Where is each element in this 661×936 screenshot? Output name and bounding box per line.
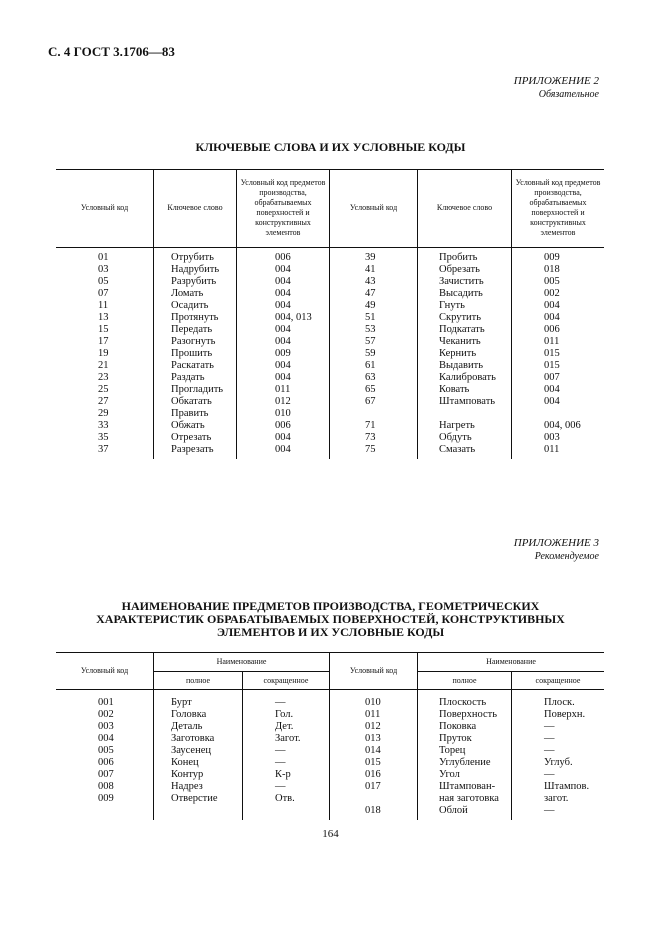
table-cell: Смазать <box>439 444 476 455</box>
header2-short-left: сокращенное <box>263 675 309 685</box>
table-cell: Конец <box>171 757 199 768</box>
table-cell: 11 <box>98 300 109 311</box>
table-cell: — <box>275 745 286 756</box>
table-cell: Прошить <box>171 348 213 359</box>
left2-full-column <box>171 697 218 805</box>
table-cell: 35 <box>98 432 109 443</box>
table-cell: 41 <box>365 264 376 275</box>
table-cell: 004 <box>275 264 291 275</box>
table-cell: Скрутить <box>439 312 482 323</box>
table-cell: 006 <box>275 420 291 431</box>
table-cell: 75 <box>365 444 376 455</box>
table-cell: 011 <box>544 336 560 347</box>
table-cell: Отрубить <box>171 252 214 263</box>
table-cell: 006 <box>544 324 560 335</box>
table-cell: 004 <box>275 276 291 287</box>
table-cell: Штампован- <box>439 781 496 792</box>
table-2-title-line-2: ХАРАКТЕРИСТИК ОБРАБАТЫВАЕМЫХ ПОВЕРХНОСТЕЙ, КОНСТРУКТИВНЫХ <box>96 612 565 626</box>
table-cell: 013 <box>365 733 381 744</box>
table-cell: 005 <box>98 745 114 756</box>
table-cell: — <box>275 757 286 768</box>
table-cell: Разрубить <box>171 276 217 287</box>
table-cell: 71 <box>365 420 376 431</box>
right-keywords-column <box>439 252 496 456</box>
table-cell: Контур <box>171 769 204 780</box>
table-cell: 07 <box>98 288 109 299</box>
table-cell: 004, 006 <box>544 420 581 431</box>
left2-short-column <box>275 697 301 805</box>
appendix-3-status: Рекомендуемое <box>534 551 599 562</box>
table-cell: 13 <box>98 312 109 323</box>
table-2-title-line-1: НАИМЕНОВАНИЕ ПРЕДМЕТОВ ПРОИЗВОДСТВА, ГЕОМЕТРИЧЕСКИХ <box>121 599 540 613</box>
table-cell: — <box>544 769 555 780</box>
table-cell: Загот. <box>275 733 301 744</box>
table-cell: 003 <box>98 721 114 732</box>
table-cell: 018 <box>365 805 381 816</box>
table-cell: 59 <box>365 348 376 359</box>
table-cell: Ломать <box>171 288 204 299</box>
table-cell: 004 <box>544 300 560 311</box>
table-cell: 009 <box>544 252 560 263</box>
table-cell: 002 <box>98 709 114 720</box>
objects-table <box>56 652 604 820</box>
table-cell: Плоскость <box>439 697 487 708</box>
table-cell: ная заготовка <box>439 793 499 804</box>
table-cell: 004 <box>544 312 560 323</box>
table-cell: — <box>544 745 555 756</box>
table-cell: 004 <box>275 372 291 383</box>
header-objects-right: Условный код предметов производства, обрабатываемых поверхностей и конструктивных элементов <box>515 178 601 237</box>
table-cell: Подкатать <box>439 324 485 335</box>
header2-code-left: Условный код <box>80 665 129 675</box>
table-cell: 001 <box>98 697 114 708</box>
table-cell: Зачистить <box>439 276 484 287</box>
table-cell: 007 <box>544 372 560 383</box>
table-cell: Поверхность <box>439 709 498 720</box>
table-cell: Отверстие <box>171 793 218 804</box>
table-cell: 37 <box>98 444 109 455</box>
table-cell: 018 <box>544 264 560 275</box>
table-cell: Отрезать <box>171 432 212 443</box>
table-cell: Чеканить <box>439 336 481 347</box>
table-cell: Заготовка <box>171 733 215 744</box>
header-keyword-left: Ключевое слово <box>167 203 223 212</box>
table-cell: Нагреть <box>439 420 475 431</box>
table-cell: 47 <box>365 288 376 299</box>
page-number: 164 <box>322 828 339 840</box>
left2-codes-column <box>98 697 114 805</box>
table-cell: Выдавить <box>439 360 484 371</box>
table-cell: 67 <box>365 396 376 407</box>
left-keywords-column <box>171 252 223 456</box>
table-cell: — <box>544 805 555 816</box>
table-cell: 002 <box>544 288 560 299</box>
table-cell: 004, 013 <box>275 312 312 323</box>
table-cell: 006 <box>98 757 114 768</box>
table-cell: 011 <box>365 709 381 720</box>
table-2-title-line-3: ЭЛЕМЕНТОВ И ИХ УСЛОВНЫЕ КОДЫ <box>216 625 445 639</box>
table-cell: 010 <box>275 408 291 419</box>
table-cell: 004 <box>544 384 560 395</box>
table-cell: 73 <box>365 432 376 443</box>
table-cell <box>439 408 496 420</box>
header-code-left: Условный код <box>80 203 129 212</box>
table-cell: — <box>544 721 555 732</box>
table-cell: Протянуть <box>171 312 219 323</box>
table-cell: Торец <box>439 745 466 756</box>
table-cell: Разогнуть <box>171 336 216 347</box>
header2-name-right: Наименование <box>486 656 536 666</box>
table-cell: Обрезать <box>439 264 480 275</box>
table-cell: 39 <box>365 252 376 263</box>
table-cell: Обкатать <box>171 396 212 407</box>
table-cell: 01 <box>98 252 109 263</box>
table-cell: загот. <box>544 793 569 804</box>
table-cell: 015 <box>544 360 560 371</box>
table-cell: 004 <box>275 336 291 347</box>
right-codes-column <box>365 252 376 456</box>
table-cell: Бурт <box>171 697 192 708</box>
table-cell: Гол. <box>275 709 294 720</box>
table-cell: — <box>275 781 286 792</box>
table-cell: 15 <box>98 324 109 335</box>
table-cell: Поверхн. <box>544 709 586 720</box>
table-cell: 004 <box>275 324 291 335</box>
table-cell: Головка <box>171 709 207 720</box>
table-cell: 17 <box>98 336 109 347</box>
table-cell: 011 <box>544 444 560 455</box>
table-cell: Раскатать <box>171 360 214 371</box>
appendix-2-block <box>514 74 599 102</box>
table-cell: Пруток <box>439 733 472 744</box>
table-cell: 007 <box>98 769 114 780</box>
header2-full-left: полное <box>185 675 211 685</box>
table-cell: К-р <box>275 769 291 780</box>
table-cell: Заусенец <box>171 745 211 756</box>
table-cell: Высадить <box>439 288 483 299</box>
table-cell: Раздать <box>171 372 205 383</box>
table-cell: 53 <box>365 324 376 335</box>
table-cell: Калибровать <box>439 372 496 383</box>
table-2-title <box>60 600 601 639</box>
table-cell: 010 <box>365 697 381 708</box>
table-cell: 21 <box>98 360 109 371</box>
table-cell: Передать <box>171 324 213 335</box>
table-cell: 05 <box>98 276 109 287</box>
table-cell: Осадить <box>171 300 209 311</box>
table-cell: 65 <box>365 384 376 395</box>
table-cell: Разрезать <box>171 444 214 455</box>
table-cell: Деталь <box>171 721 203 732</box>
left-codes-column <box>98 252 109 456</box>
table-cell: 51 <box>365 312 376 323</box>
header2-name-left: Наименование <box>216 656 267 666</box>
header-code-right: Условный код <box>349 203 398 212</box>
table-cell: 003 <box>544 432 560 443</box>
table-cell: 43 <box>365 276 376 287</box>
page-header: С. 4 ГОСТ 3.1706—83 <box>48 44 175 59</box>
table-cell: 015 <box>365 757 381 768</box>
right2-full-column <box>439 697 499 817</box>
table-cell: 57 <box>365 336 376 347</box>
header2-short-right: сокращенное <box>535 675 581 685</box>
table-cell: Обдуть <box>439 432 472 443</box>
table-cell: 03 <box>98 264 109 275</box>
table-cell: Углубление <box>439 757 491 768</box>
table-cell: 009 <box>98 793 114 804</box>
table-cell: Дет. <box>275 721 294 732</box>
appendix-2-label: ПРИЛОЖЕНИЕ 2 <box>513 75 599 87</box>
table-cell <box>365 793 381 805</box>
table-cell: 004 <box>275 444 291 455</box>
table-cell: 23 <box>98 372 109 383</box>
table-cell: Прогладить <box>171 384 224 395</box>
table-cell: Гнуть <box>439 300 465 311</box>
table-cell: 017 <box>365 781 381 792</box>
table-cell: Обжать <box>171 420 205 431</box>
table-cell: Поковка <box>439 721 477 732</box>
table-cell: 49 <box>365 300 376 311</box>
table-cell: 27 <box>98 396 109 407</box>
table-cell: Облой <box>439 805 468 816</box>
table-cell: Отв. <box>275 793 295 804</box>
table-cell: 004 <box>275 288 291 299</box>
right2-short-column <box>544 697 589 817</box>
table-cell: Ковать <box>439 384 470 395</box>
table-cell: 004 <box>275 432 291 443</box>
table-cell: 008 <box>98 781 114 792</box>
table-cell: 19 <box>98 348 109 359</box>
table-cell: 011 <box>275 384 291 395</box>
table-cell: 29 <box>98 408 109 419</box>
table-cell: 61 <box>365 360 376 371</box>
table-cell: Править <box>171 408 209 419</box>
table-cell: 014 <box>365 745 381 756</box>
table-cell: 015 <box>544 348 560 359</box>
header-keyword-right: Ключевое слово <box>436 203 493 212</box>
appendix-2-status: Обязательное <box>538 89 599 100</box>
table-cell: 012 <box>275 396 291 407</box>
left-objects-column <box>275 252 312 456</box>
table-cell: 004 <box>544 396 560 407</box>
table-cell: 004 <box>275 360 291 371</box>
table-cell: 006 <box>275 252 291 263</box>
appendix-3-block <box>514 536 599 564</box>
table-cell: Штамповать <box>439 396 496 407</box>
table-cell: Кернить <box>439 348 477 359</box>
table-cell: Штампов. <box>544 781 590 792</box>
table-cell <box>365 408 376 420</box>
table-cell: Надрез <box>171 781 203 792</box>
table-cell: Пробить <box>439 252 478 263</box>
table-cell: 004 <box>98 733 114 744</box>
keywords-table <box>56 169 604 459</box>
header2-code-right: Условный код <box>349 665 398 675</box>
table-cell: Угол <box>439 769 460 780</box>
right-objects-column <box>544 252 581 456</box>
table-cell: 012 <box>365 721 381 732</box>
table-cell: 016 <box>365 769 381 780</box>
table-cell: 33 <box>98 420 109 431</box>
table-cell: 004 <box>275 300 291 311</box>
table-cell: 005 <box>544 276 560 287</box>
header2-full-right: полное <box>452 675 477 685</box>
header-objects-left: Условный код предметов производства, обрабатываемых поверхностей и конструктивных элементов <box>240 178 326 237</box>
table-cell: Плоск. <box>544 697 575 708</box>
table-1-title: КЛЮЧЕВЫЕ СЛОВА И ИХ УСЛОВНЫЕ КОДЫ <box>195 140 466 154</box>
table-cell: 63 <box>365 372 376 383</box>
right2-codes-column <box>365 697 381 817</box>
table-cell: — <box>544 733 555 744</box>
table-cell: 25 <box>98 384 109 395</box>
table-cell: — <box>275 697 286 708</box>
table-cell: Надрубить <box>171 264 220 275</box>
table-cell: 009 <box>275 348 291 359</box>
table-cell: Углуб. <box>544 757 573 768</box>
table-cell <box>544 408 581 420</box>
appendix-3-label: ПРИЛОЖЕНИЕ 3 <box>513 537 599 549</box>
